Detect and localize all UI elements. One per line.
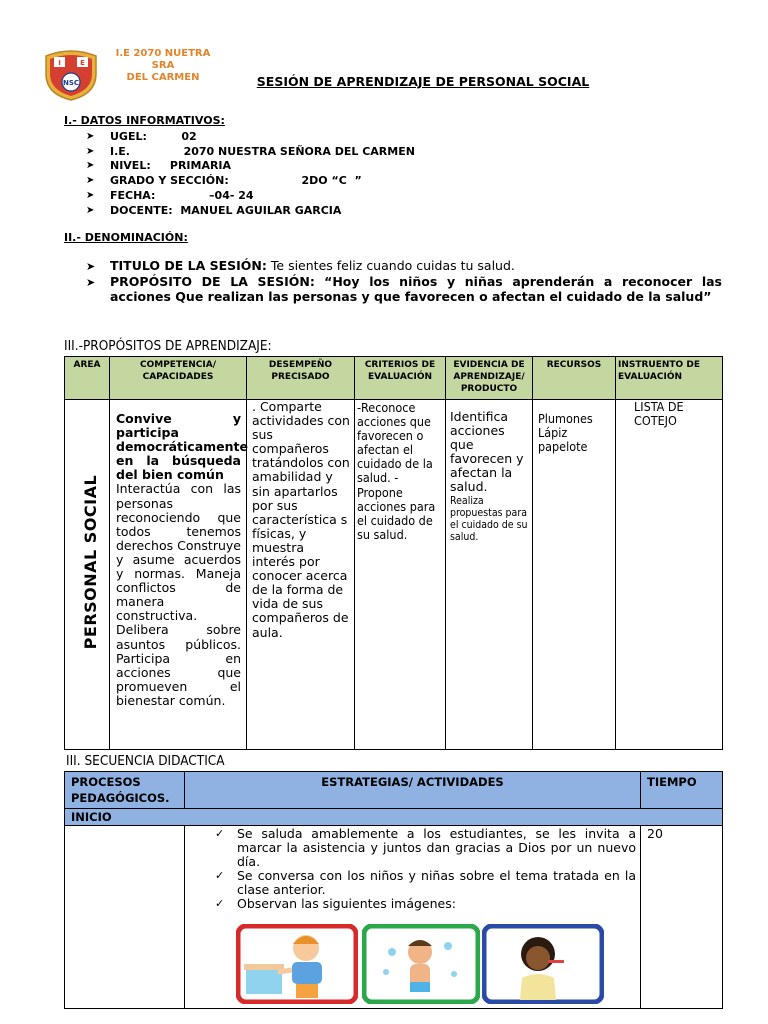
header-area: AREA (65, 357, 110, 400)
header-competencia: COMPETENCIA/ CAPACIDADES (110, 357, 247, 400)
proposito-label: PROPÓSITO DE LA SESIÓN: (110, 273, 315, 289)
datos-heading: I.- DATOS INFORMATIVOS: (64, 114, 225, 127)
datos-list (86, 130, 415, 218)
header-estrategias: ESTRATEGIAS/ ACTIVIDADES (185, 772, 641, 809)
actividades-list (187, 827, 638, 912)
inicio-row (65, 809, 723, 826)
area-cell (65, 400, 110, 750)
school-name-line2: DEL CARMEN (126, 72, 200, 83)
instrumento-cell: LISTA DE COTEJO (616, 400, 723, 750)
header-desempeno: DESEMPEÑO PRECISADO (247, 357, 355, 400)
inicio-label: INICIO (65, 809, 723, 826)
header-tiempo: TIEMPO (641, 772, 723, 809)
header-instrumento: INSTRUENTO DE EVALUACIÓN (616, 357, 723, 400)
denominacion-heading: II.- DENOMINACIÓN: (64, 231, 188, 244)
school-name-line1: I.E 2070 NUETRA SRA (115, 48, 211, 71)
actividad-item: ✓ Se saluda amablemente a los estudiantes, se les invita a marcar la asistencia y juntos dan gracias a Dios por un nuevo día. (187, 827, 638, 869)
capacidades-text: Interactúa con las personas reconociendo que todos tenemos derechos Construye y asume acuerdos y normas. Maneja conflictos de manera constructiva. Delibera sobre asuntos públicos. Participa en acciones que promueven el bienestar común. (116, 481, 241, 708)
titulo-sesion (86, 258, 722, 274)
desempeno-cell: . Comparte actividades con sus compañeros tratándolos con amabilidad y sin apartarlos por sus característica s físicas, y muestra interés por conocer acerca de la forma de vida de sus compañeros de aula. (247, 400, 355, 750)
secuencia-heading: III. SECUENCIA DIDACTICA (66, 753, 225, 769)
recurso-item: papelote (538, 439, 588, 455)
brushing-teeth-image (482, 924, 604, 1004)
recurso-item: Plumones (538, 411, 593, 426)
washing-hands-image (236, 924, 358, 1004)
datos-item-fecha: ➤ FECHA: –04- 24 (86, 189, 415, 204)
header-criterios: CRITERIOS DE EVALUACIÓN (355, 357, 446, 400)
competencia-cell (110, 400, 247, 750)
datos-item-ie: ➤ I.E. 2070 NUESTRA SEÑORA DEL CARMEN (86, 145, 415, 160)
datos-item-grado: ➤ GRADO Y SECCIÓN: 2DO “C ” (86, 174, 415, 189)
titulo-value: Te sientes feliz cuando cuidas tu salud. (270, 258, 515, 273)
competencia-title: Convive y participa democráticamente en la búsqueda del bien común (116, 411, 249, 483)
actividad-item: ✓ Observan las siguientes imágenes: (187, 897, 638, 911)
recurso-item: Lápiz (538, 425, 568, 441)
datos-item-ugel: ➤ UGEL: 02 (86, 130, 415, 145)
evidencia-extra: Realiza propuestas para el cuidado de su salud. (450, 494, 528, 544)
procesos-cell (65, 826, 185, 1009)
denominacion-list (86, 258, 722, 305)
proposito-sesion (86, 274, 722, 305)
school-logo (40, 44, 102, 102)
shower-image (362, 924, 480, 1004)
propositos-heading: III.-PROPÓSITOS DE APRENDIZAJE: (64, 338, 272, 354)
svg-text:NSC: NSC (62, 79, 80, 87)
document-title: SESIÓN DE APRENDIZAJE DE PERSONAL SOCIAL (256, 74, 590, 89)
svg-text:I: I (58, 59, 61, 67)
evidencia-cell (446, 400, 533, 750)
header-procesos: PROCESOS PEDAGÓGICOS. (65, 772, 185, 809)
datos-item-nivel: ➤ NIVEL: PRIMARIA (86, 159, 415, 174)
criterios-cell: -Reconoce acciones que favorecen o afectan el cuidado de la salud. - Propone acciones para el cuidado de su salud. (355, 400, 446, 750)
header-evidencia: EVIDENCIA DE APRENDIZAJE/ PRODUCTO (446, 357, 533, 400)
recursos-cell (533, 400, 616, 750)
datos-item-docente: ➤ DOCENTE: MANUEL AGUILAR GARCIA (86, 204, 415, 219)
actividad-item: ✓ Se conversa con los niños y niñas sobre el tema tratada en la clase anterior. (187, 869, 638, 897)
tiempo-cell: 20 (641, 826, 723, 1009)
evidencia-main: Identifica acciones que favorecen y afectan la salud. (450, 409, 524, 495)
titulo-label: TITULO DE LA SESIÓN: (110, 258, 267, 273)
svg-text:E: E (80, 59, 85, 67)
secuencia-header-row (65, 772, 723, 809)
header-recursos: RECURSOS (533, 357, 616, 400)
propositos-header-row (65, 357, 723, 400)
proposito-value: “Hoy los niños y niñas aprenderán a reconocer las acciones Que realizan las personas y que favorecen o afectan el cuidado de la salud” (110, 273, 722, 304)
propositos-table (64, 356, 723, 750)
area-label: PERSONAL SOCIAL (80, 474, 100, 650)
propositos-row (65, 400, 723, 750)
